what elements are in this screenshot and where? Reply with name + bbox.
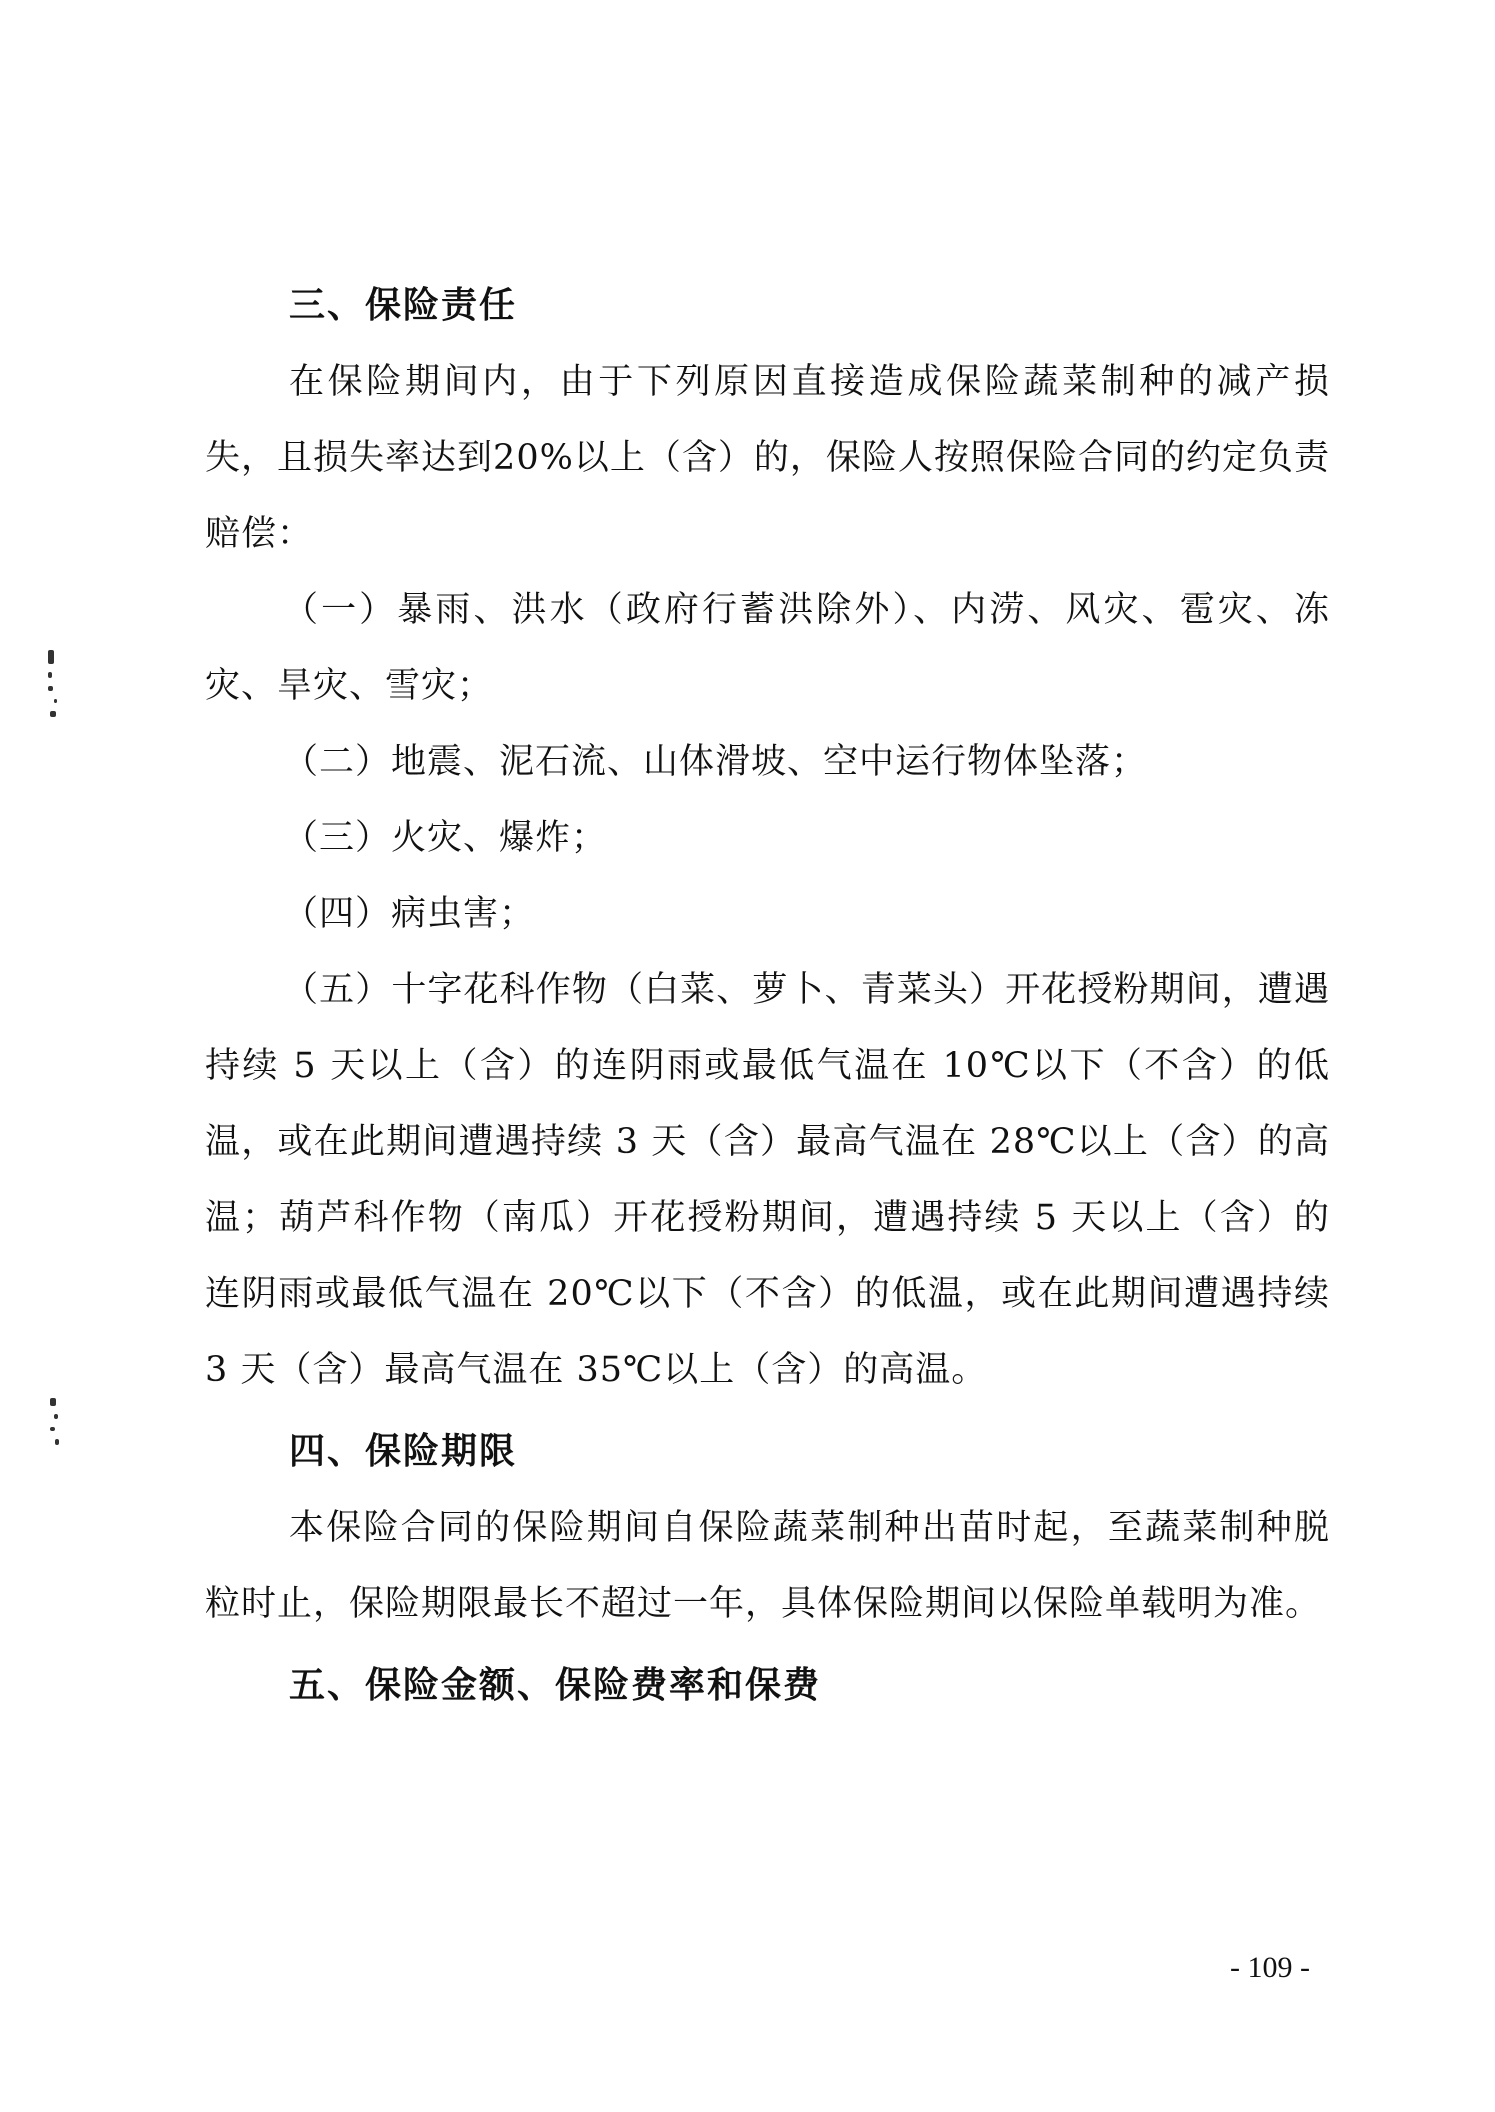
liability-item-1: （一）暴雨、洪水（政府行蓄洪除外）、内涝、风灾、雹灾、冻灾、旱灾、雪灾； [205,590,1330,706]
liability-item-4: （四）病虫害； [283,894,536,934]
insurance-period-paragraph: 本保险合同的保险期间自保险蔬菜制种出苗时起，至蔬菜制种脱粒时止，保险期限最长不超过一年，具体保险期间以保险单载明为准。 [205,1508,1330,1624]
page-number: - 109 - [1230,1951,1310,1984]
scan-artifact-mark [50,1398,62,1453]
section-heading-insurance-period: 四、保险期限 [289,1431,518,1472]
section-heading-amount-rate-premium: 五、保险金额、保险费率和保费 [289,1665,822,1706]
liability-item-3: （三）火灾、爆炸； [283,818,608,858]
section-heading-insurance-liability: 三、保险责任 [289,285,518,326]
liability-item-5: （五）十字花科作物（白菜、萝卜、青菜头）开花授粉期间，遭遇持续 5 天以上（含）的连阴雨或最低气温在 10℃以下（不含）的低温，或在此期间遭遇持续 3 天（含）最高气温在 28℃以上（含）的高温；葫芦科作物（南瓜）开花授粉期间，遭遇持续 5 天以上（含）的连阴雨或最低气温在 20℃以下（不含）的低温，或在此期间遭遇持续 3 天（含）最高气温在 35℃以上（含）的高温。 [205,970,1330,1390]
liability-intro-paragraph: 在保险期间内，由于下列原因直接造成保险蔬菜制种的减产损失，且损失率达到20%以上（含）的，保险人按照保险合同的约定负责赔偿： [205,362,1330,554]
liability-item-2: （二）地震、泥石流、山体滑坡、空中运行物体坠落； [283,742,1148,782]
scan-artifact-mark [48,650,60,725]
document-body [205,268,1330,1724]
